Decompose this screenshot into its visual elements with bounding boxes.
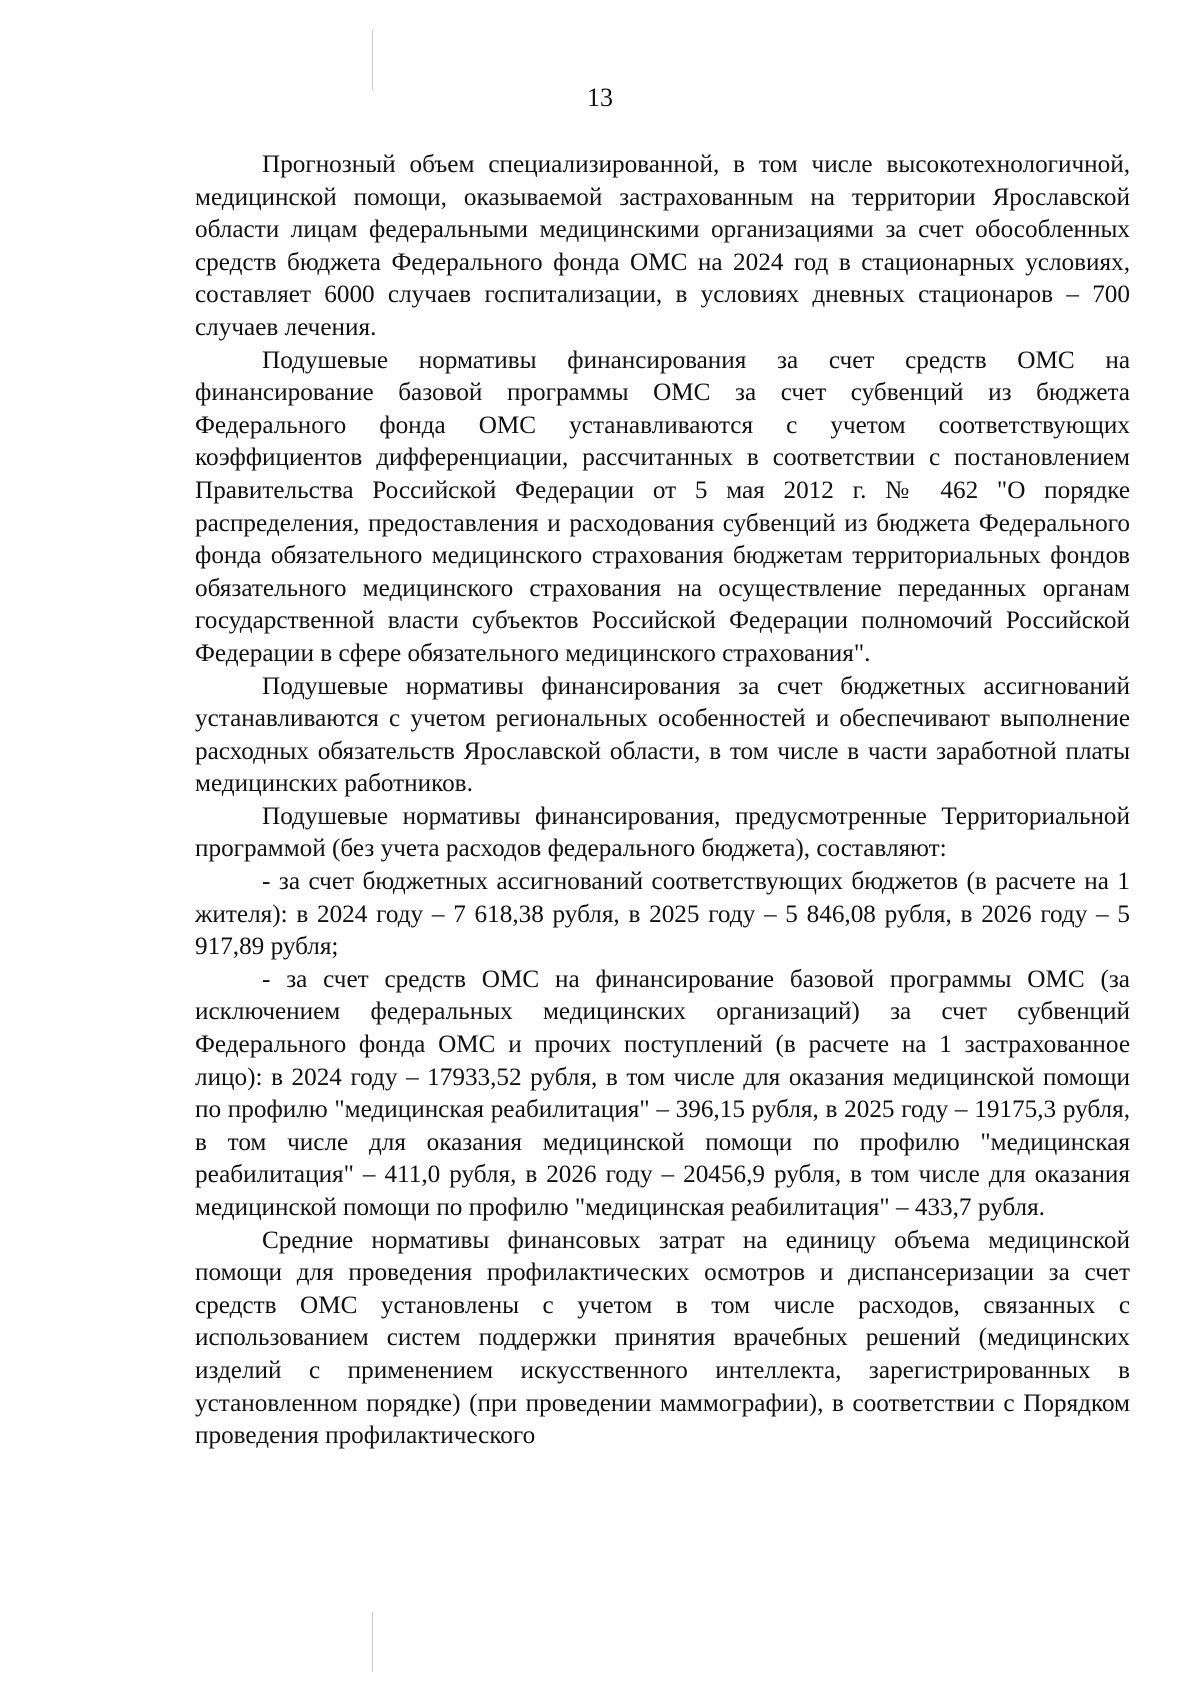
scan-fold-mark xyxy=(372,30,373,90)
document-body xyxy=(195,149,1130,1453)
list-item-oms-funds: - за счет средств ОМС на финансирование базовой программы ОМС (за исключением федеральных медицинских организаций) за счет субвенций Федерального фонда ОМС и прочих поступлений (в расчете на 1 застрахованное лицо): в 2024 году – 17933,52 рубля, в том числе для оказания медицинской помощи по профилю "медицинская реабилитация" – 396,15 рубля, в 2025 году – 19175,3 рубля, в том числе для оказания медицинской помощи по профилю "медицинская реабилитация" – 411,0 рубля, в 2026 году – 20456,9 рубля, в том числе для оказания медицинской помощи по профилю "медицинская реабилитация" – 433,7 рубля. xyxy=(195,965,1130,1221)
paragraph-oms-per-capita: Подушевые нормативы финансирования за счет средств ОМС на финансирование базовой программы ОМС за счет субвенций из бюджета Федерального фонда ОМС устанавливаются с учетом соответствующих коэффициентов дифференциации, рассчитанных в соответствии с постановлением Правительства Российской Федерации от 5 мая 2012 г. № 462 "О порядке распределения, предоставления и расходования субвенций из бюджета Федерального фонда обязательного медицинского страхования бюджетам территориальных фондов обязательного медицинского страхования на осуществление переданных органам государственной власти субъектов Российской Федерации полномочий Российской Федерации в сфере обязательного медицинского страхования". xyxy=(195,346,1130,667)
paragraph-budget-per-capita: Подушевые нормативы финансирования за счет бюджетных ассигнований устанавливаются с учетом региональных особенностей и обеспечивают выполнение расходных обязательств Ярославской области, в том числе в части заработной платы медицинских работников. xyxy=(195,672,1130,798)
page-number: 13 xyxy=(587,83,613,112)
list-item-budget-allocations: - за счет бюджетных ассигнований соответствующих бюджетов (в расчете на 1 жителя): в 2024 году – 7 618,38 рубля, в 2025 году – 5 846,08 рубля, в 2026 году – 5 917,89 рубля; xyxy=(195,868,1130,961)
paragraph-forecast-volume: Прогнозный объем специализированной, в том числе высокотехнологичной, медицинской помощи, оказываемой застрахованным на территории Ярославской области лицам федеральными медицинскими организациями за счет обособленных средств бюджета Федерального фонда ОМС на 2024 год в стационарных условиях, составляет 6000 случаев госпитализации, в условиях дневных стационаров – 700 случаев лечения. xyxy=(195,151,1130,341)
scan-fold-mark xyxy=(372,1612,373,1672)
paragraph-average-cost-norms: Средние нормативы финансовых затрат на единицу объема медицинской помощи для проведения профилактических осмотров и диспансеризации за счет средств ОМС установлены с учетом в том числе расходов, связанных с использованием систем поддержки принятия врачебных решений (медицинских изделий с применением искусственного интеллекта, зарегистрированных в установленном порядке) (при проведении маммографии), в соответствии с Порядком проведения профилактического xyxy=(195,1226,1130,1450)
paragraph-norms-intro: Подушевые нормативы финансирования, предусмотренные Территориальной программой (без учета расходов федерального бюджета), составляют: xyxy=(195,802,1130,863)
